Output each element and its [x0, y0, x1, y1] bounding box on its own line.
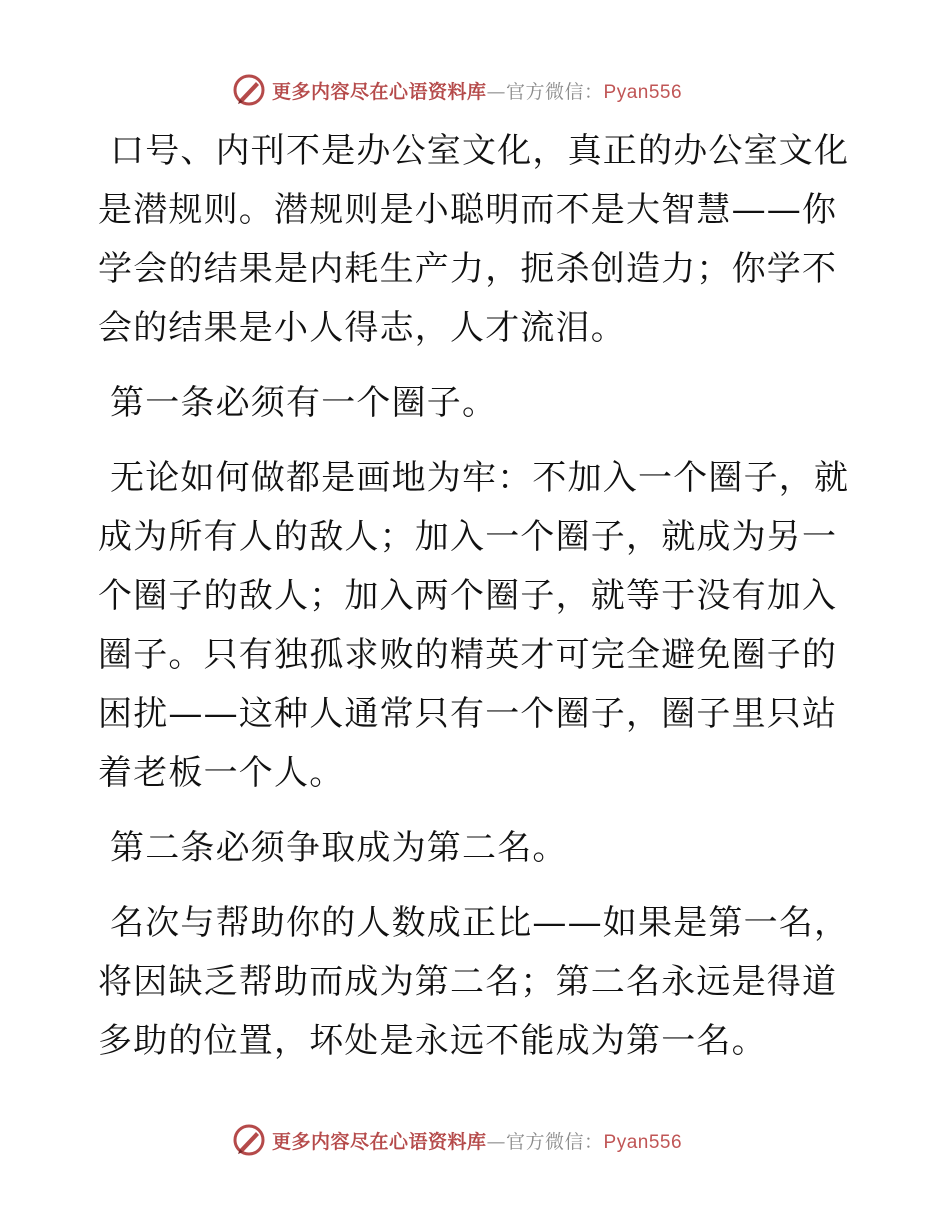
document-body: [98, 122, 858, 1087]
rule-two-body: 名次与帮助你的人数成正比——如果是第一名，将因缺乏帮助而成为第二名；第二名永远是得道多助的位置，坏处是永远不能成为第一名。: [98, 903, 850, 1061]
banner-dash: —: [486, 80, 507, 103]
footer-watermark: [232, 1120, 682, 1160]
rule-one-heading: 第一条必须有一个圈子。: [110, 383, 498, 423]
rule-one-body: 无论如何做都是画地为牢：不加入一个圈子，就成为所有人的敌人；加入一个圈子，就成为另一个圈子的敌人；加入两个圈子，就等于没有加入圈子。只有独孤求败的精英才可完全避免圈子的困扰——这种人通常只有一个圈子，圈子里只站着老板一个人。: [98, 458, 850, 793]
wechat-id: Pyan556: [603, 1131, 683, 1153]
wechat-id: Pyan556: [603, 81, 683, 103]
wechat-label: 官方微信：: [506, 1130, 604, 1153]
wechat-label: 官方微信：: [506, 80, 604, 103]
pen-logo-icon: [232, 73, 266, 107]
site-name: 更多内容尽在心语资料库: [272, 1130, 487, 1153]
paragraph-intro: 口号、内刊不是办公室文化，真正的办公室文化是潜规则。潜规则是小聪明而不是大智慧——你学会的结果是内耗生产力，扼杀创造力；你学不会的结果是小人得志，人才流泪。: [98, 131, 850, 348]
site-name: 更多内容尽在心语资料库: [272, 80, 487, 103]
header-watermark: [232, 70, 682, 110]
banner-dash: —: [486, 1130, 507, 1153]
rule-two-heading: 第二条必须争取成为第二名。: [110, 828, 568, 868]
pen-logo-icon: [232, 1123, 266, 1157]
